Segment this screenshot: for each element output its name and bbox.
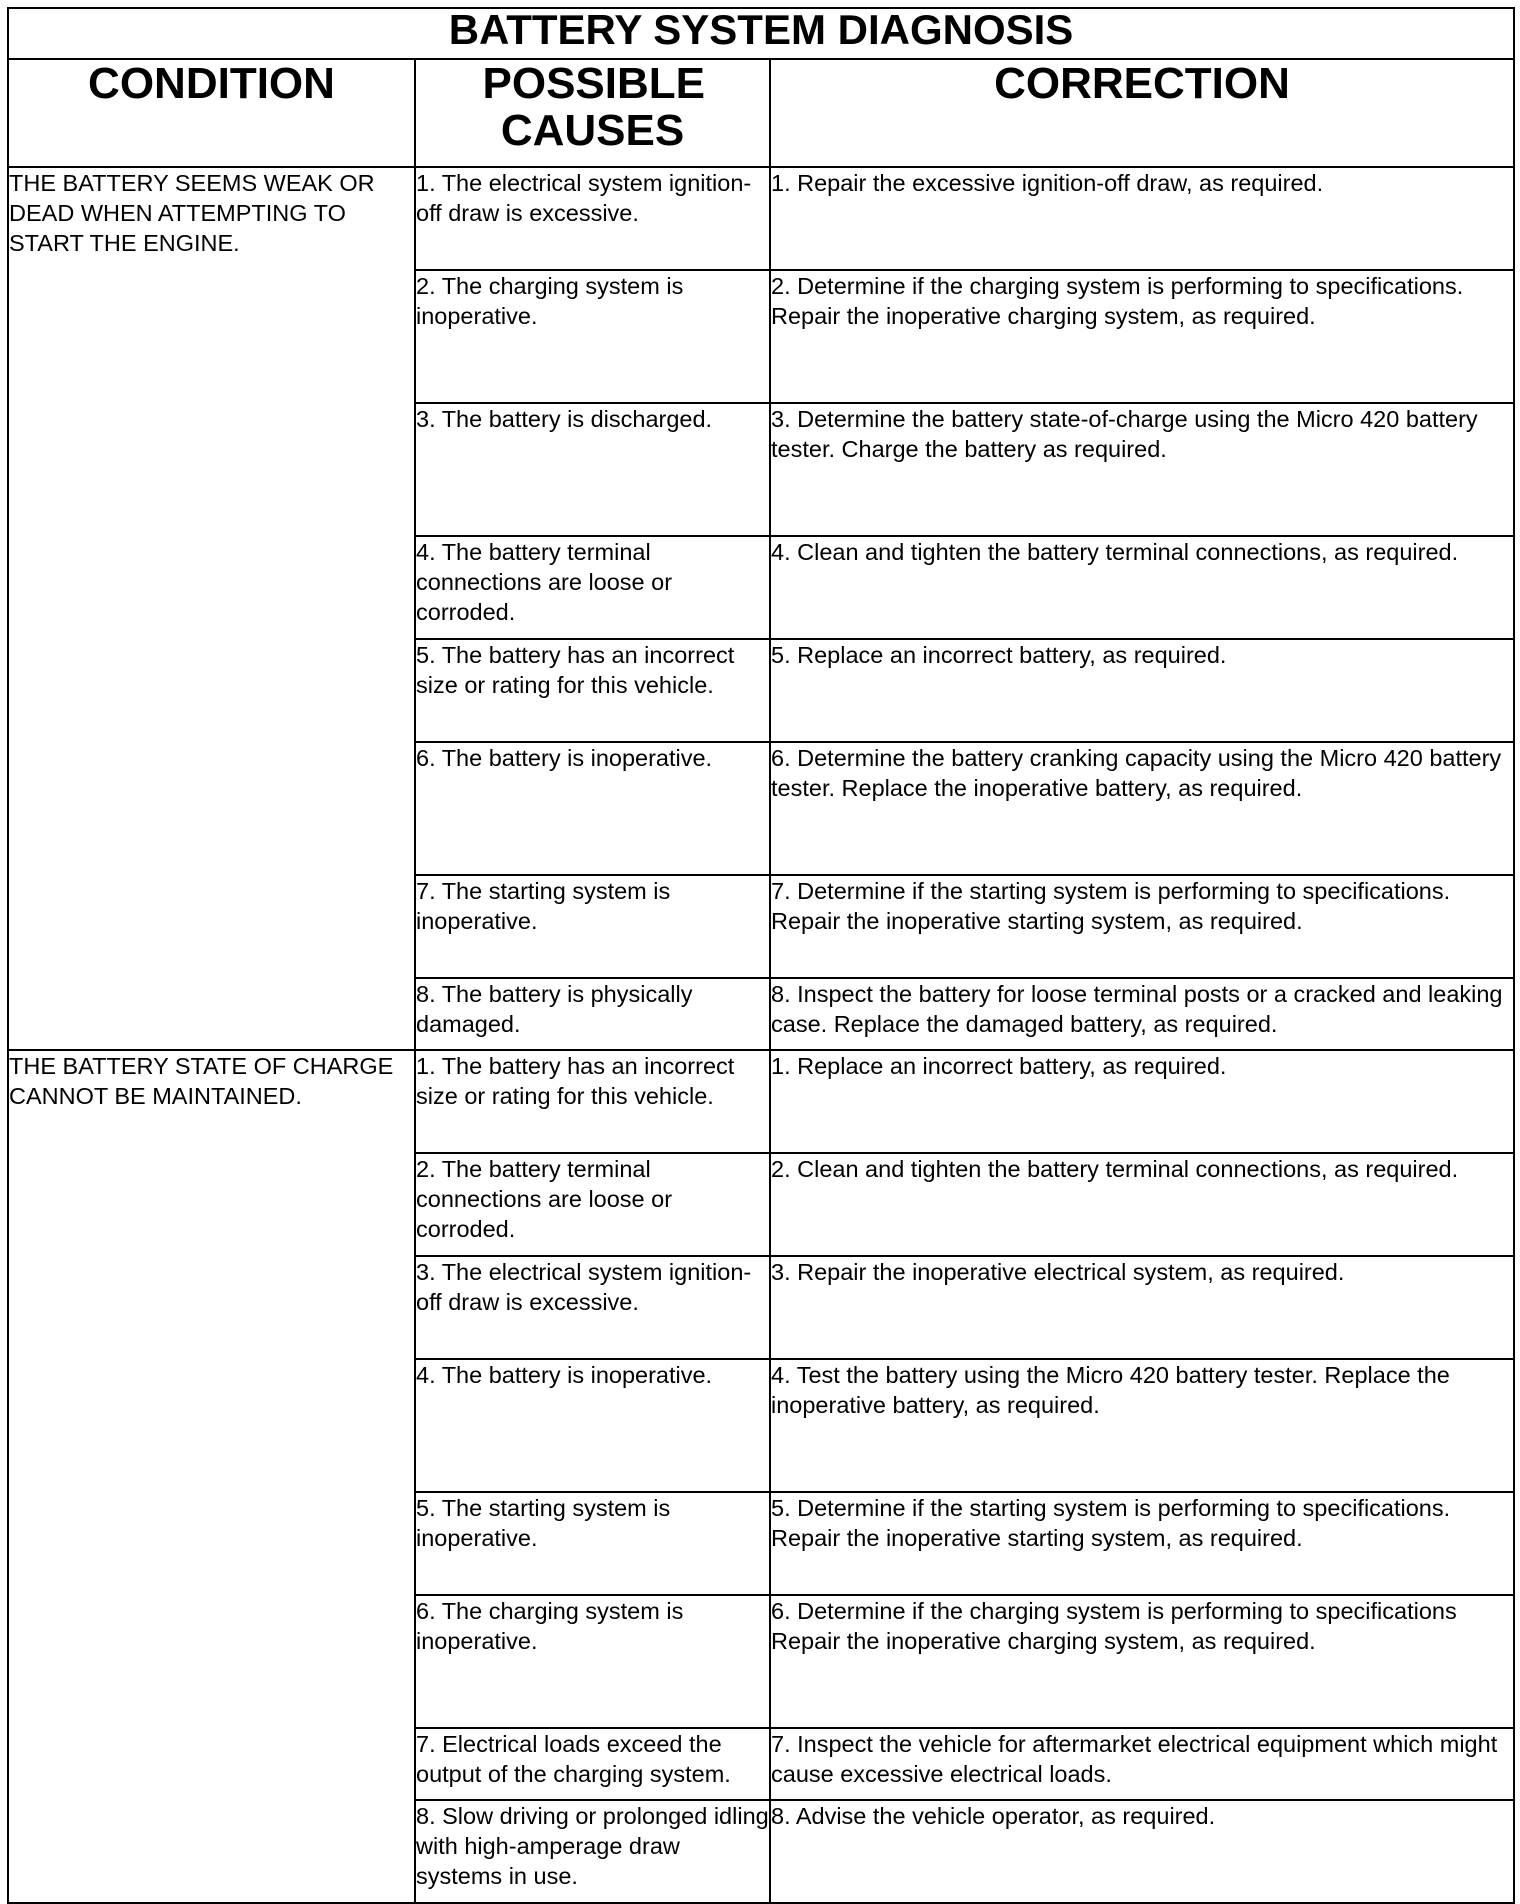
table-row (8, 167, 1514, 270)
cause-cell: 7. The starting system is inoperative. (415, 875, 770, 978)
cause-cell: 8. Slow driving or prolonged idling with high-amperage draw systems in use. (415, 1800, 770, 1903)
table-row (8, 1050, 1514, 1153)
cause-cell: 2. The battery terminal connections are loose or corroded. (415, 1153, 770, 1256)
cause-cell: 5. The battery has an incorrect size or rating for this vehicle. (415, 639, 770, 742)
correction-cell: 2. Clean and tighten the battery terminal connections, as required. (770, 1153, 1514, 1256)
correction-cell: 4. Clean and tighten the battery terminal connections, as required. (770, 536, 1514, 639)
cause-cell: 4. The battery terminal connections are loose or corroded. (415, 536, 770, 639)
correction-cell: 5. Replace an incorrect battery, as required. (770, 639, 1514, 742)
correction-cell: 4. Test the battery using the Micro 420 battery tester. Replace the inoperative battery, as required. (770, 1359, 1514, 1492)
cause-cell: 3. The electrical system ignition-off draw is excessive. (415, 1256, 770, 1359)
correction-cell: 6. Determine if the charging system is performing to specifications Repair the inoperative charging system, as required. (770, 1595, 1514, 1728)
cause-cell: 6. The battery is inoperative. (415, 742, 770, 875)
correction-cell: 5. Determine if the starting system is performing to specifications. Repair the inoperative starting system, as required. (770, 1492, 1514, 1595)
correction-cell: 8. Advise the vehicle operator, as required. (770, 1800, 1514, 1903)
correction-header: CORRECTION (770, 59, 1514, 167)
possible-causes-header: POSSIBLE CAUSES (415, 59, 770, 167)
cause-cell: 6. The charging system is inoperative. (415, 1595, 770, 1728)
correction-cell: 2. Determine if the charging system is performing to specifications. Repair the inoperative charging system, as required. (770, 270, 1514, 403)
cause-cell: 3. The battery is discharged. (415, 403, 770, 536)
cause-cell: 1. The battery has an incorrect size or rating for this vehicle. (415, 1050, 770, 1153)
correction-cell: 7. Determine if the starting system is performing to specifications. Repair the inoperative starting system, as required. (770, 875, 1514, 978)
diagnosis-table (7, 7, 1515, 1904)
condition-header: CONDITION (8, 59, 415, 167)
cause-cell: 1. The electrical system ignition-off draw is excessive. (415, 167, 770, 270)
cause-cell: 5. The starting system is inoperative. (415, 1492, 770, 1595)
correction-cell: 1. Replace an incorrect battery, as required. (770, 1050, 1514, 1153)
cause-cell: 4. The battery is inoperative. (415, 1359, 770, 1492)
table-title: BATTERY SYSTEM DIAGNOSIS (8, 8, 1514, 59)
correction-cell: 3. Determine the battery state-of-charge using the Micro 420 battery tester. Charge the battery as required. (770, 403, 1514, 536)
correction-cell: 1. Repair the excessive ignition-off draw, as required. (770, 167, 1514, 270)
correction-cell: 3. Repair the inoperative electrical system, as required. (770, 1256, 1514, 1359)
cause-cell: 7. Electrical loads exceed the output of the charging system. (415, 1728, 770, 1800)
cause-cell: 2. The charging system is inoperative. (415, 270, 770, 403)
correction-cell: 8. Inspect the battery for loose terminal posts or a cracked and leaking case. Replace the damaged battery, as required. (770, 978, 1514, 1050)
correction-cell: 7. Inspect the vehicle for aftermarket electrical equipment which might cause excessive electrical loads. (770, 1728, 1514, 1800)
correction-cell: 6. Determine the battery cranking capacity using the Micro 420 battery tester. Replace the inoperative battery, as required. (770, 742, 1514, 875)
cause-cell: 8. The battery is physically damaged. (415, 978, 770, 1050)
condition-cell: THE BATTERY STATE OF CHARGE CANNOT BE MAINTAINED. (8, 1050, 415, 1903)
condition-cell: THE BATTERY SEEMS WEAK OR DEAD WHEN ATTEMPTING TO START THE ENGINE. (8, 167, 415, 1050)
